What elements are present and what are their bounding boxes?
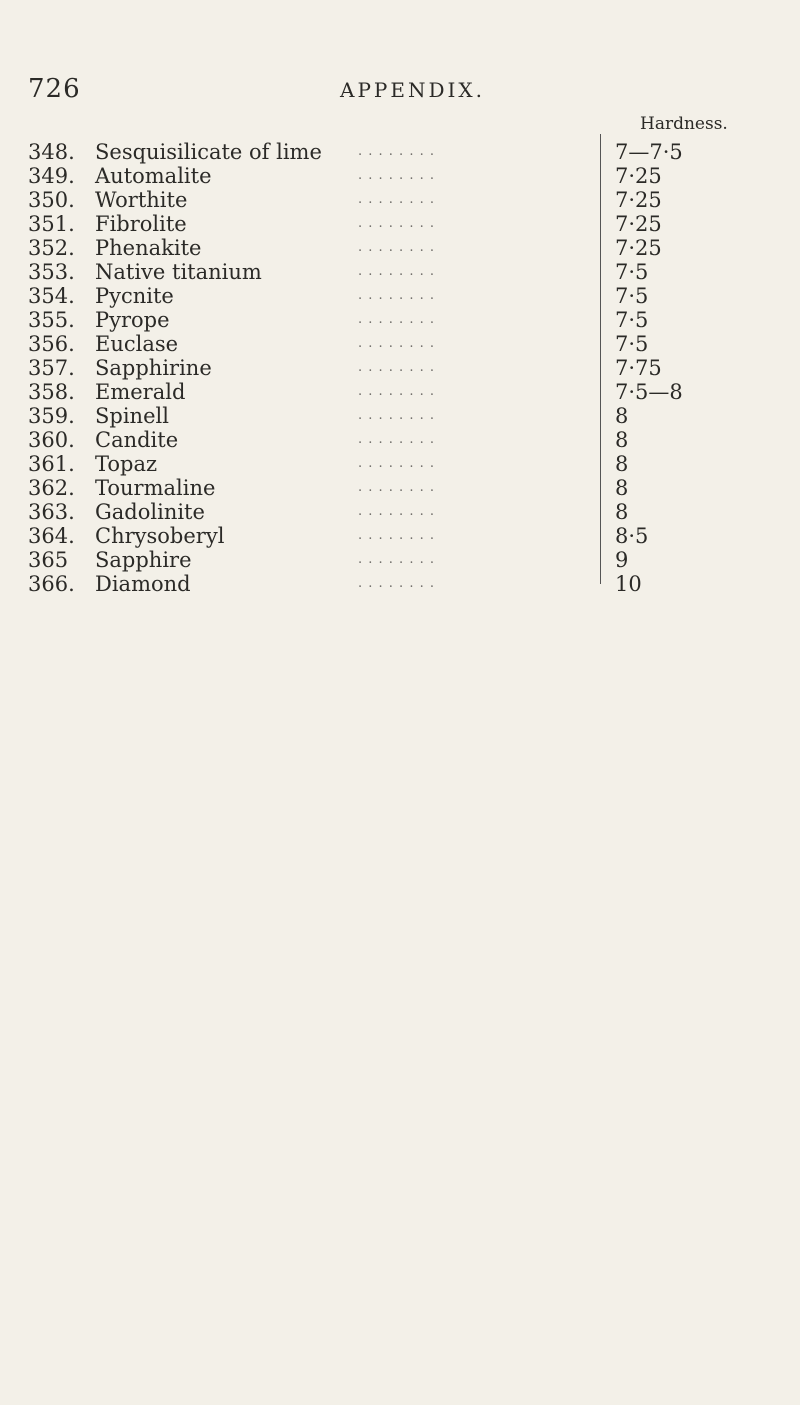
hardness-value: 7·75 bbox=[615, 356, 662, 380]
dot-leader: . . . . . . . . bbox=[358, 144, 435, 159]
dot-leader: . . . . . . . . bbox=[358, 264, 435, 279]
hardness-column-heading: Hardness. bbox=[640, 114, 728, 134]
entry-number: 361. bbox=[28, 452, 75, 476]
entry-number: 355. bbox=[28, 308, 75, 332]
entry-number: 359. bbox=[28, 404, 75, 428]
mineral-name: Sesquisilicate of lime bbox=[95, 140, 322, 164]
hardness-value: 7·25 bbox=[615, 212, 662, 236]
hardness-value: 8 bbox=[615, 404, 629, 428]
entry-number: 353. bbox=[28, 260, 75, 284]
entry-number: 357. bbox=[28, 356, 75, 380]
mineral-name: Pyrope bbox=[95, 308, 170, 332]
page-number: 726 bbox=[28, 74, 81, 104]
dot-leader: . . . . . . . . bbox=[358, 192, 435, 207]
hardness-value: 7·25 bbox=[615, 236, 662, 260]
mineral-name: Native titanium bbox=[95, 260, 262, 284]
entry-number: 348. bbox=[28, 140, 75, 164]
dot-leader: . . . . . . . . bbox=[358, 384, 435, 399]
list-item bbox=[28, 188, 788, 212]
list-item bbox=[28, 548, 788, 572]
entry-number: 360. bbox=[28, 428, 75, 452]
hardness-value: 9 bbox=[615, 548, 629, 572]
entry-number: 358. bbox=[28, 380, 75, 404]
hardness-value: 8 bbox=[615, 500, 629, 524]
entry-number: 351. bbox=[28, 212, 75, 236]
mineral-name: Automalite bbox=[95, 164, 212, 188]
entry-number: 364. bbox=[28, 524, 75, 548]
hardness-value: 7·5 bbox=[615, 260, 649, 284]
mineral-name: Topaz bbox=[95, 452, 158, 476]
list-item bbox=[28, 476, 788, 500]
list-item bbox=[28, 500, 788, 524]
mineral-name: Pycnite bbox=[95, 284, 174, 308]
mineral-name: Spinell bbox=[95, 404, 169, 428]
hardness-value: 8 bbox=[615, 428, 629, 452]
mineral-name: Tourmaline bbox=[95, 476, 216, 500]
list-item bbox=[28, 212, 788, 236]
dot-leader: . . . . . . . . bbox=[358, 240, 435, 255]
hardness-value: 8·5 bbox=[615, 524, 649, 548]
entry-number: 350. bbox=[28, 188, 75, 212]
mineral-name: Gadolinite bbox=[95, 500, 205, 524]
hardness-value: 8 bbox=[615, 452, 629, 476]
hardness-value: 7·5 bbox=[615, 284, 649, 308]
dot-leader: . . . . . . . . bbox=[358, 432, 435, 447]
mineral-name: Emerald bbox=[95, 380, 186, 404]
mineral-hardness-list bbox=[28, 140, 788, 596]
mineral-name: Candite bbox=[95, 428, 179, 452]
hardness-value: 8 bbox=[615, 476, 629, 500]
list-item bbox=[28, 452, 788, 476]
dot-leader: . . . . . . . . bbox=[358, 336, 435, 351]
list-item bbox=[28, 404, 788, 428]
mineral-name: Sapphire bbox=[95, 548, 192, 572]
entry-number: 362. bbox=[28, 476, 75, 500]
dot-leader: . . . . . . . . bbox=[358, 528, 435, 543]
dot-leader: . . . . . . . . bbox=[358, 408, 435, 423]
entry-number: 352. bbox=[28, 236, 75, 260]
list-item bbox=[28, 140, 788, 164]
list-item bbox=[28, 380, 788, 404]
dot-leader: . . . . . . . . bbox=[358, 576, 435, 591]
list-item bbox=[28, 236, 788, 260]
hardness-value: 7·5 bbox=[615, 308, 649, 332]
hardness-value: 7·25 bbox=[615, 188, 662, 212]
dot-leader: . . . . . . . . bbox=[358, 480, 435, 495]
dot-leader: . . . . . . . . bbox=[358, 312, 435, 327]
dot-leader: . . . . . . . . bbox=[358, 456, 435, 471]
hardness-value: 10 bbox=[615, 572, 642, 596]
list-item bbox=[28, 308, 788, 332]
mineral-name: Diamond bbox=[95, 572, 191, 596]
entry-number: 365 bbox=[28, 548, 69, 572]
list-item bbox=[28, 356, 788, 380]
hardness-value: 7·5 bbox=[615, 332, 649, 356]
list-item bbox=[28, 284, 788, 308]
running-head: APPENDIX. bbox=[340, 78, 485, 102]
entry-number: 354. bbox=[28, 284, 75, 308]
list-item bbox=[28, 332, 788, 356]
dot-leader: . . . . . . . . bbox=[358, 360, 435, 375]
list-item bbox=[28, 260, 788, 284]
hardness-value: 7·25 bbox=[615, 164, 662, 188]
mineral-name: Fibrolite bbox=[95, 212, 187, 236]
hardness-value: 7—7·5 bbox=[615, 140, 683, 164]
list-item bbox=[28, 164, 788, 188]
mineral-name: Chrysoberyl bbox=[95, 524, 225, 548]
list-item bbox=[28, 428, 788, 452]
dot-leader: . . . . . . . . bbox=[358, 168, 435, 183]
mineral-name: Worthite bbox=[95, 188, 188, 212]
list-item bbox=[28, 524, 788, 548]
entry-number: 349. bbox=[28, 164, 75, 188]
hardness-value: 7·5—8 bbox=[615, 380, 683, 404]
dot-leader: . . . . . . . . bbox=[358, 288, 435, 303]
entry-number: 356. bbox=[28, 332, 75, 356]
list-item bbox=[28, 572, 788, 596]
entry-number: 363. bbox=[28, 500, 75, 524]
dot-leader: . . . . . . . . bbox=[358, 216, 435, 231]
dot-leader: . . . . . . . . bbox=[358, 504, 435, 519]
mineral-name: Sapphirine bbox=[95, 356, 212, 380]
entry-number: 366. bbox=[28, 572, 75, 596]
mineral-name: Phenakite bbox=[95, 236, 202, 260]
mineral-name: Euclase bbox=[95, 332, 179, 356]
dot-leader: . . . . . . . . bbox=[358, 552, 435, 567]
